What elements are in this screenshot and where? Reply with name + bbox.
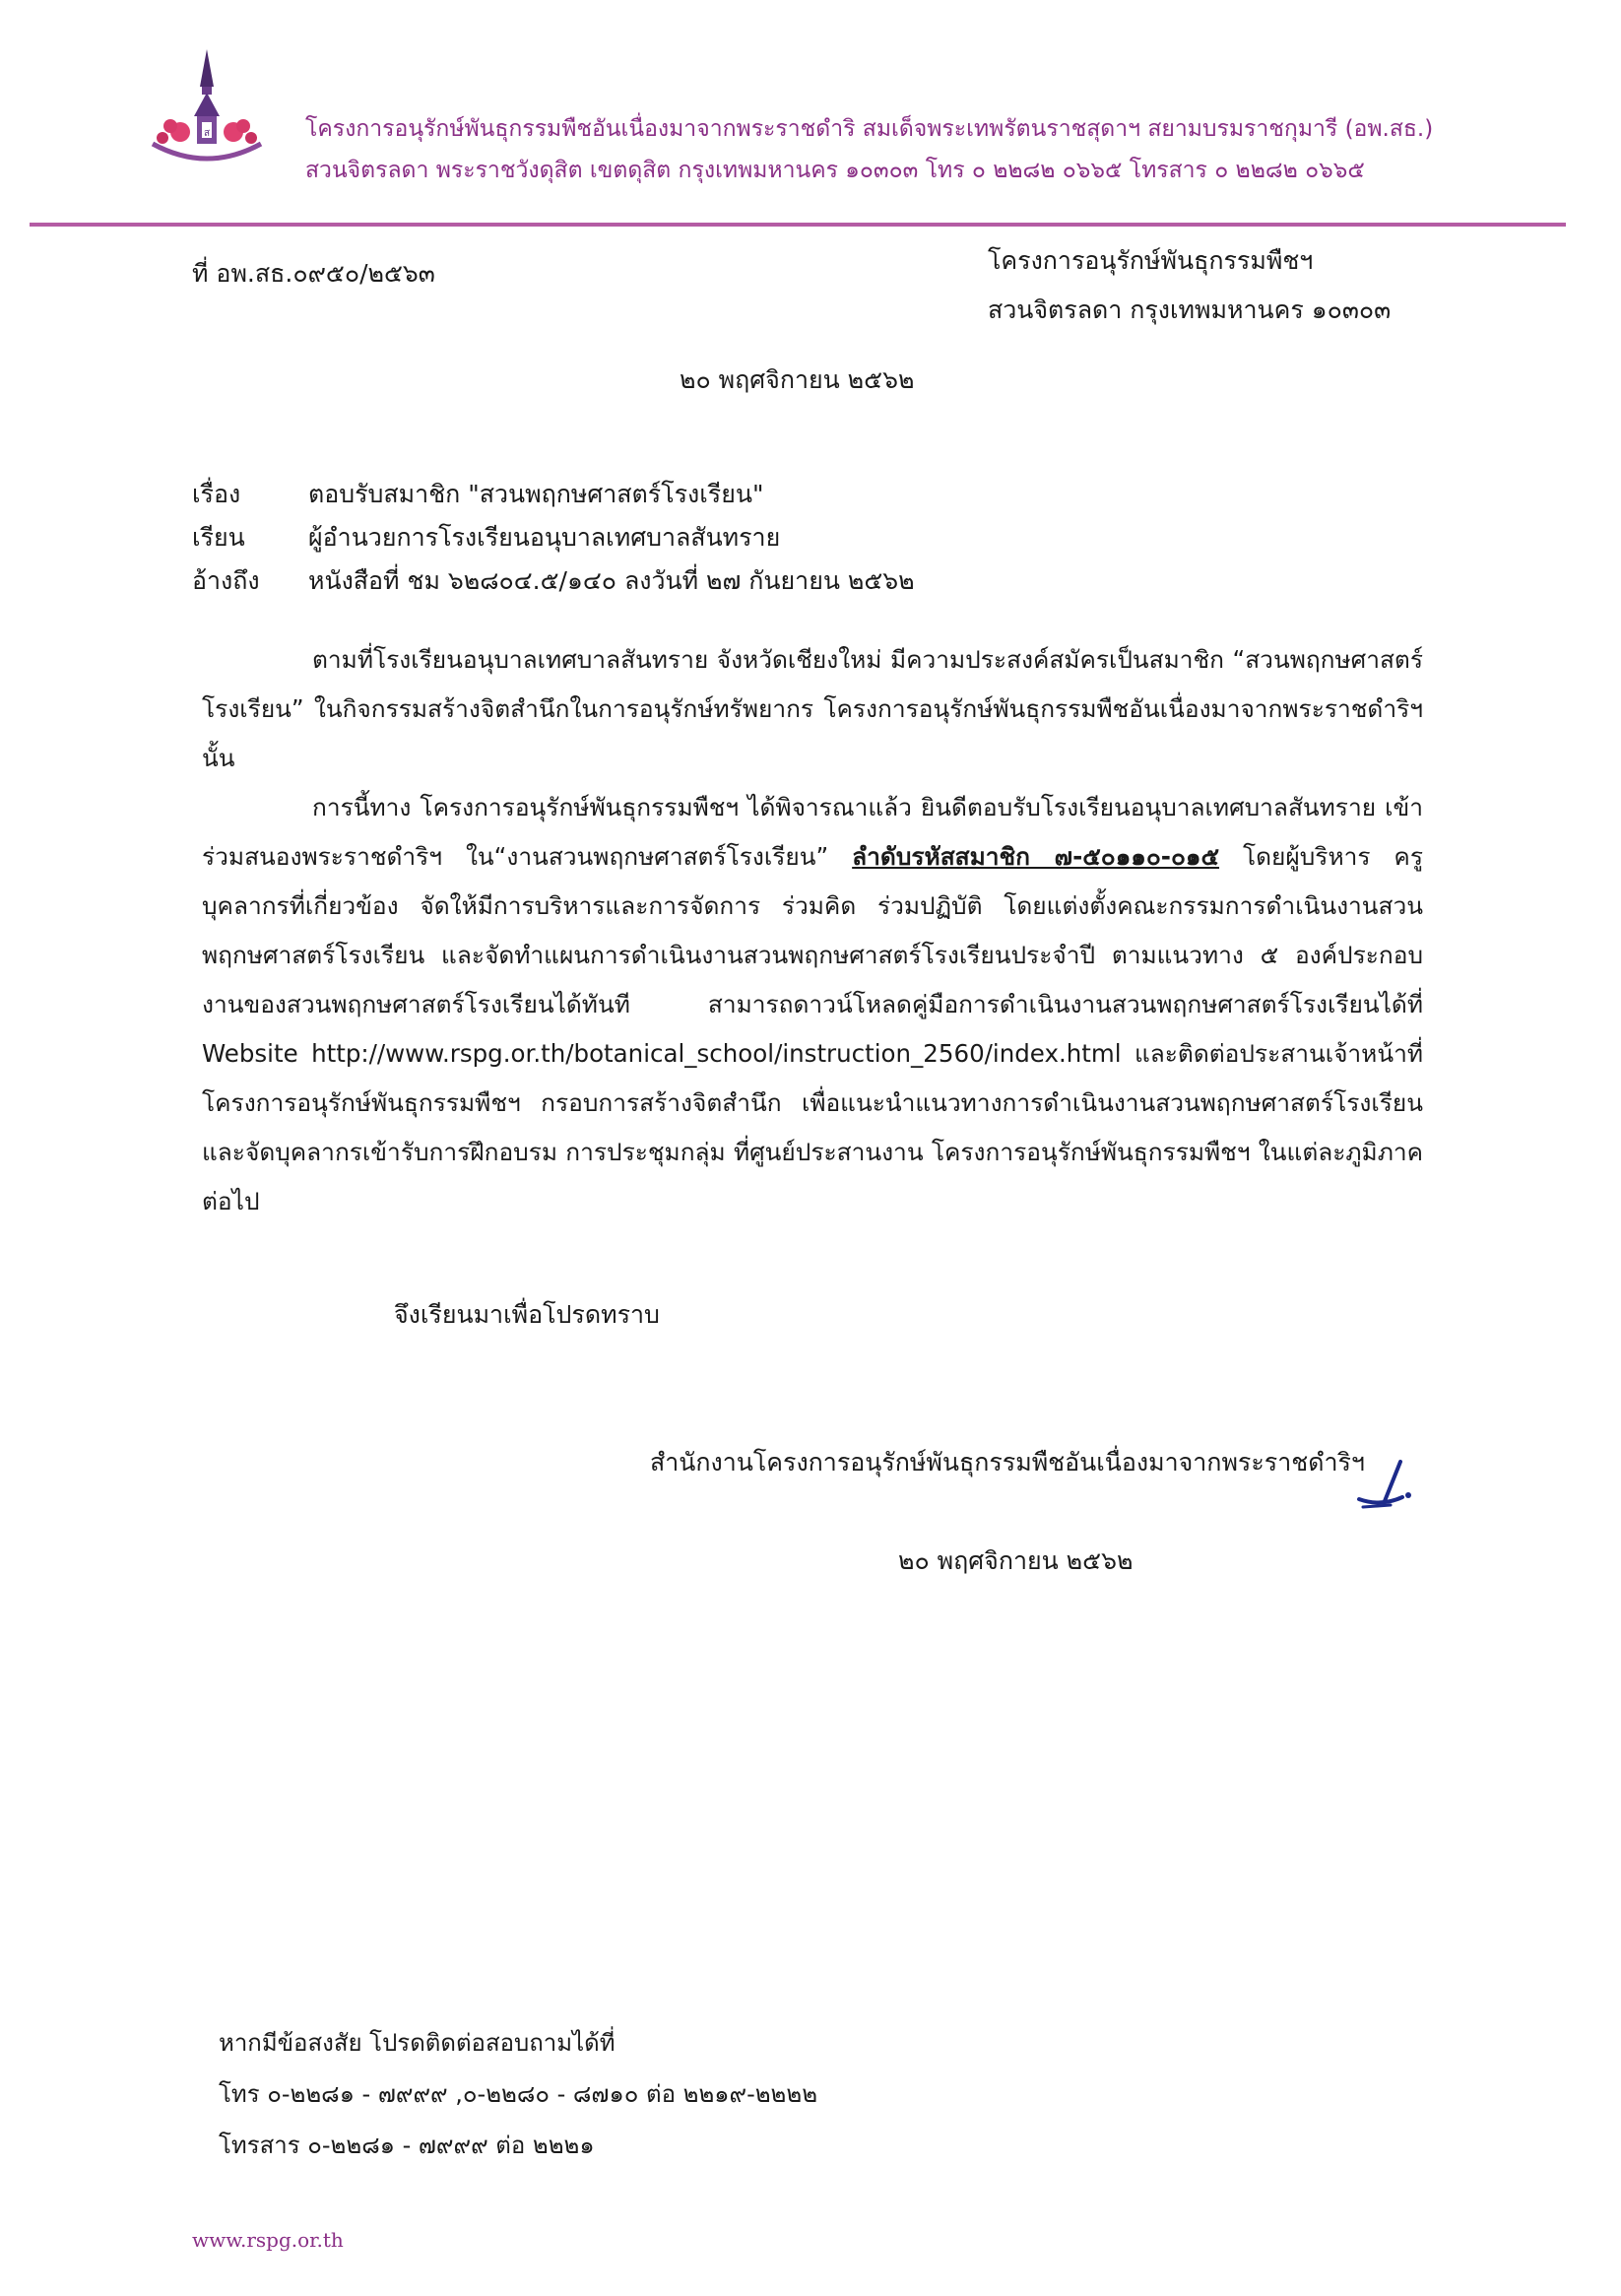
- svg-text:ส: ส: [203, 128, 211, 139]
- letter-body: [202, 635, 1423, 1226]
- recipient-text: ผู้อำนวยการโรงเรียนอนุบาลเทศบาลสันทราย: [308, 523, 781, 552]
- body-paragraph-2-rest: โดยผู้บริหาร ครู บุคลากรที่เกี่ยวข้อง จัดให้มีการบริหารและการจัดการ ร่วมคิด ร่วมปฏิบัติ โดยแต่งตั้งคณะกรรมการดำเนินงานสวนพฤกษศาสตร์โรงเรียน และจัดทำแผนการดำเนินงานสวนพฤกษศาสตร์โรงเรียนประจำปี ตามแนวทาง ๕ องค์ประกอบงานของสวนพฤกษศาสตร์โรงเรียนได้ทันที สามารถดาวน์โหลดคู่มือการดำเนินงานสวนพฤกษศาสตร์โรงเรียนได้ที่ Website http://www.rspg.or.th/botanical_school/instruction_2560/index.html และติดต่อประสานเจ้าหน้าที่ โครงการอนุรักษ์พันธุกรรมพืชฯ กรอบการสร้างจิตสำนึก เพื่อแนะนำแนวทางการดำเนินงานสวนพฤกษศาสตร์โรงเรียน และจัดบุคลากรเข้ารับการฝึกอบรม การประชุมกลุ่ม ที่ศูนย์ประสานงาน โครงการอนุรักษ์พันธุกรรมพืชฯ ในแต่ละภูมิภาคต่อไป: [202, 842, 1423, 1215]
- letterhead-address: สวนจิตรลดา พระราชวังดุสิต เขตดุสิต กรุงเทพมหานคร ๑๐๓๐๓ โทร ๐ ๒๒๘๒ ๐๖๖๕ โทรสาร ๐ ๒๒๘๒ ๐๖๖๕: [305, 158, 1365, 183]
- reference-number: ที่ อพ.สธ.๐๙๕๐/๒๕๖๓: [192, 259, 435, 288]
- recipient-row: [192, 516, 915, 559]
- website-link[interactable]: www.rspg.or.th: [192, 2228, 344, 2252]
- subject-row: [192, 473, 915, 516]
- contact-fax: โทรสาร ๐-๒๒๘๑ - ๗๙๙๙ ต่อ ๒๒๒๑: [219, 2132, 595, 2159]
- reference-row: [192, 559, 915, 603]
- recipient-label: เรียน: [192, 523, 245, 552]
- rspg-emblem-icon: [143, 47, 271, 173]
- contact-phone: โทร ๐-๒๒๘๑ - ๗๙๙๙ ,๐-๒๒๘๐ - ๘๗๑๐ ต่อ ๒๒๑๙-๒๒๒๒: [219, 2080, 818, 2108]
- letterhead-title: โครงการอนุรักษ์พันธุกรรมพืชอันเนื่องมาจากพระราชดำริ สมเด็จพระเทพรัตนราชสุดาฯ สยามบรมราชกุมารี (อพ.สธ.): [305, 116, 1434, 142]
- body-paragraph-2-intro: การนี้ทาง โครงการอนุรักษ์พันธุกรรมพืชฯ ได้พิจารณาแล้ว ยินดีตอบรับโรงเรียนอนุบาลเทศบาลสันทราย เข้าร่วมสนองพระราชดำริฯ ใน“งานสวนพฤกษศาสตร์โรงเรียน”: [202, 793, 1423, 871]
- contact-intro: หากมีข้อสงสัย โปรดติดต่อสอบถามได้ที่: [219, 2029, 616, 2057]
- closing-line: จึงเรียนมาเพื่อโปรดทราบ: [394, 1300, 660, 1329]
- sender-name: โครงการอนุรักษ์พันธุกรรมพืชฯ: [988, 246, 1314, 275]
- signature-date: ๒๐ พฤศจิกายน ๒๕๖๒: [898, 1546, 1134, 1575]
- subject-label: เรื่อง: [192, 480, 241, 508]
- sender-block: [988, 236, 1391, 335]
- letter-date: ๒๐ พฤศจิกายน ๒๕๖๒: [680, 365, 915, 394]
- contact-block: [219, 2017, 817, 2171]
- member-code: ลำดับรหัสสมาชิก ๗-๕๐๑๑๐-๐๑๕: [852, 842, 1220, 871]
- signing-office: สำนักงานโครงการอนุรักษ์พันธุกรรมพืชอันเนื่องมาจากพระราชดำริฯ: [650, 1448, 1365, 1476]
- reference-text: หนังสือที่ ชม ๖๒๘๐๔.๕/๑๔๐ ลงวันที่ ๒๗ กันยายน ๒๕๖๒: [308, 566, 915, 595]
- signature-icon: [1351, 1456, 1430, 1515]
- letter-meta: [192, 473, 915, 603]
- sender-address: สวนจิตรลดา กรุงเทพมหานคร ๑๐๓๐๓: [988, 295, 1392, 324]
- reference-label: อ้างถึง: [192, 566, 260, 595]
- body-paragraph-1: ตามที่โรงเรียนอนุบาลเทศบาลสันทราย จังหวัดเชียงใหม่ มีความประสงค์สมัครเป็นสมาชิก “สวนพฤกษศาสตร์โรงเรียน” ในกิจกรรมสร้างจิตสำนึกในการอนุรักษ์ทรัพยากร โครงการอนุรักษ์พันธุกรรมพืชอันเนื่องมาจากพระราชดำริฯ นั้น: [202, 645, 1423, 772]
- subject-text: ตอบรับสมาชิก "สวนพฤกษศาสตร์โรงเรียน": [308, 480, 764, 508]
- letterhead-divider: [30, 223, 1566, 227]
- body-paragraph-2: [202, 783, 1423, 1226]
